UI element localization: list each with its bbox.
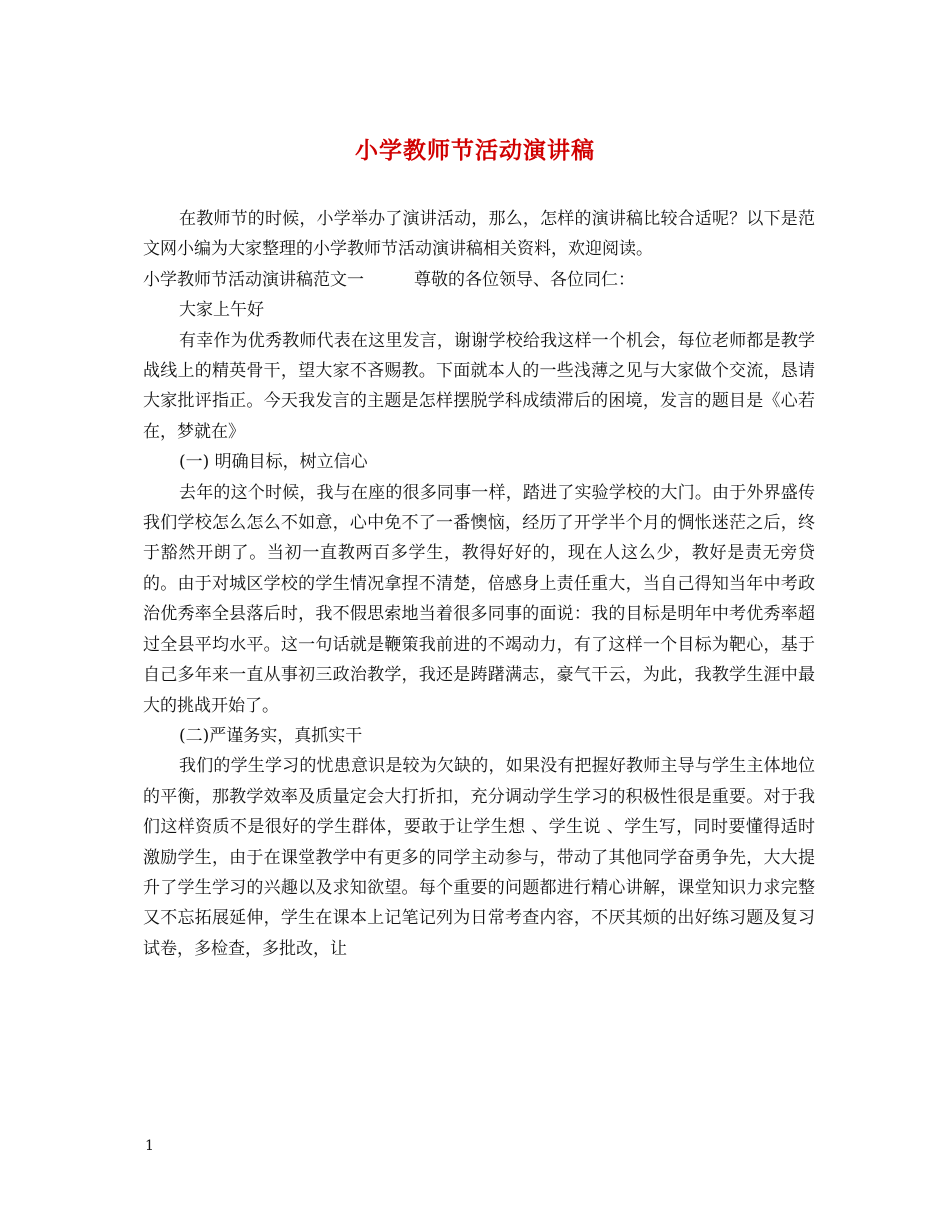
section-heading-title: 小学教师节活动演讲稿范文一 [143,269,364,290]
salutation: 尊敬的各位领导、各位同仁： [414,269,635,290]
subheading-two: (二)严谨务实，真抓实干 [179,725,363,746]
opening-paragraph: 有幸作为优秀教师代表在这里发言，谢谢学校给我这样一个机会，每位老师都是教学战线上的精英骨干，望大家不吝赐教。下面就本人的一些浅薄之见与大家做个交流，恳请大家批评指正。今天我发言的主题是怎样摆脱学科成绩滞后的困境，发言的题目是《心若在，梦就在》 [143,330,815,442]
subheading-one: (一) 明确目标，树立信心 [179,452,368,473]
page-number: 1 [145,1138,154,1154]
greeting-paragraph: 大家上午好 [179,300,264,321]
paragraph-practice: 我们的学生学习的忧患意识是较为欠缺的，如果没有把握好教师主导与学生主体地位的平衡，那教学效率及质量定会大打折扣，充分调动学生学习的积极性很是重要。对于我们这样资质不是很好的学生群体，要敢于让学生想 、学生说 、学生写，同时要懂得适时激励学生，由于在课堂教学中有更多的同学主动参与，带动了其他同学奋勇争先，大大提升了学生学习的兴趣以及求知欲望。每个重要的问题都进行精心讲解，课堂知识力求完整又不忘拓展延伸，学生在课本上记笔记列为日常考查内容，不厌其烦的出好练习题及复习试卷，多检查，多批改，让 [143,756,815,959]
section-heading-line [143,265,815,295]
document-title: 小学教师节活动演讲稿 [355,137,595,164]
document-body [143,204,815,964]
paragraph-goal: 去年的这个时候，我与在座的很多同事一样，踏进了实验学校的大门。由于外界盛传我们学校怎么怎么不如意，心中免不了一番懊恼，经历了开学半个月的惆怅迷茫之后，终于豁然开朗了。当初一直教两百多学生，教得好好的，现在人这么少，教好是责无旁贷的。由于对城区学校的学生情况拿捏不清楚，倍感身上责任重大，当自己得知当年中考政治优秀率全县落后时，我不假思索地当着很多同事的面说：我的目标是明年中考优秀率超过全县平均水平。这一句话就是鞭策我前进的不竭动力，有了这样一个目标为靶心，基于自己多年来一直从事初三政治教学，我还是踌躇满志，豪气干云，为此，我教学生涯中最大的挑战开始了。 [143,482,815,716]
intro-paragraph: 在教师节的时候，小学举办了演讲活动，那么，怎样的演讲稿比较合适呢？以下是范文网小编为大家整理的小学教师节活动演讲稿相关资料，欢迎阅读。 [143,209,815,260]
